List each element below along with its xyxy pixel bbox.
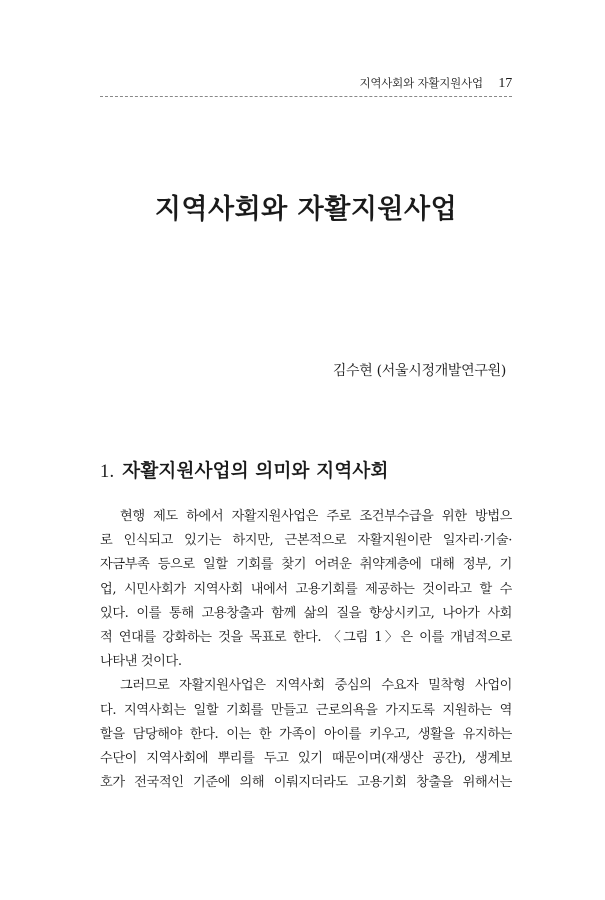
text-line: 업, 시민사회가 지역사회 내에서 고용기회를 제공하는 것이라고 할 수 (100, 581, 512, 597)
text-line: 현행 제도 하에서 자활지원사업은 주로 조건부수급을 위한 방법으 (120, 509, 512, 524)
chapter-title: 지역사회와 자활지원사업 (154, 194, 458, 225)
text-line: 로 인식되고 있기는 하지만, 근본적으로 자활지원이란 일자리·기술· (100, 533, 512, 549)
page-number: 17 (498, 76, 512, 91)
section-number: 1. (100, 462, 115, 482)
paragraph (100, 505, 512, 674)
text-line: 그러므로 자활지원사업은 지역사회 중심의 수요자 밀착형 사업이 (120, 678, 512, 694)
body-text (100, 505, 512, 795)
paragraph (100, 674, 512, 795)
section-heading (100, 458, 512, 486)
section-title: 자활지원사업의 의미와 지역사회 (122, 461, 389, 482)
header-rule (100, 96, 512, 97)
running-header-title: 지역사회와 자활지원사업 (359, 76, 483, 90)
text-line: 다. 지역사회는 일할 기회를 만들고 근로의욕을 가지도록 지원하는 역 (100, 702, 512, 718)
text-line: 수단이 지역사회에 뿌리를 두고 있기 때문이며(재생산 공간), 생계보 (100, 750, 512, 766)
text-line: 있다. 이를 통해 고용창출과 함께 삶의 질을 향상시키고, 나아가 사회 (100, 605, 512, 621)
text-line: 자금부족 등으로 일할 기회를 찾기 어려운 취약계층에 대해 정부, 기 (100, 557, 512, 573)
text-line: 할을 담당해야 한다. 이는 한 가족이 아이를 키우고, 생활을 유지하는 (100, 726, 512, 742)
running-header (100, 75, 512, 92)
text-line: 호가 전국적인 기준에 의해 이뤄지더라도 고용기회 창출을 위해서는 (100, 775, 512, 791)
text-line: 적 연대를 강화하는 것을 목표로 한다. 〈그림 1〉은 이를 개념적으로 (100, 629, 512, 645)
author-byline: 김수현 (서울시정개발연구원) (332, 363, 506, 379)
text-line: 나타낸 것이다. (100, 654, 182, 670)
